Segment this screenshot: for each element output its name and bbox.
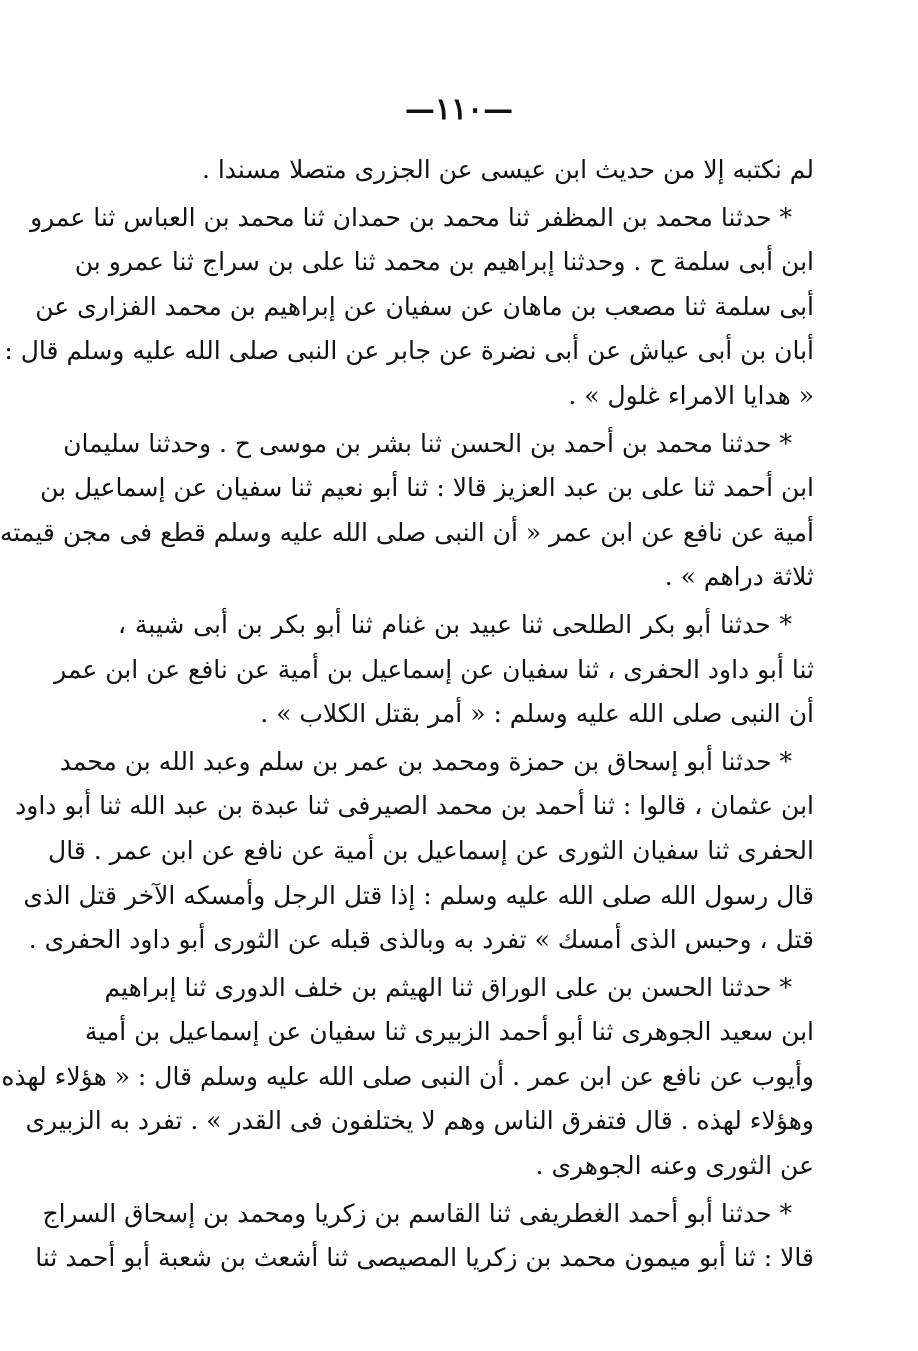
text-line: ابن أبى سلمة ح . وحدثنا إبراهيم بن محمد ثنا على بن سراج ثنا عمرو بن	[74, 247, 814, 277]
paragraph	[4, 196, 814, 419]
paragraph	[1, 966, 814, 1189]
text-line: ابن عثمان ، قالوا : ثنا أحمد بن محمد الصيرفى ثنا عبدة بن عبد الله ثنا أبو داود	[15, 791, 814, 821]
paragraph	[15, 740, 814, 963]
text-line: قالا : ثنا أبو ميمون محمد بن زكريا المصيصى ثنا أشعث بن شعبة أبو أحمد ثنا	[35, 1243, 814, 1273]
text-line: * حدثنا محمد بن أحمد بن الحسن ثنا بشر بن موسى ح . وحدثنا سليمان	[63, 428, 792, 458]
text-line: أبان بن أبى عياش عن أبى نضرة عن جابر عن النبى صلى الله عليه وسلم قال :	[4, 336, 814, 366]
text-line: وهؤلاء لهذه . قال فتفرق الناس وهم لا يختلفون فى القدر » . تفرد به الزبيرى	[25, 1106, 814, 1136]
text-line: لم نكتبه إلا من حديث ابن عيسى عن الجزرى متصلا مسندا .	[201, 155, 814, 184]
text-line: * حدثنا محمد بن المظفر ثنا محمد بن حمدان ثنا محمد بن العباس ثنا عمرو	[30, 202, 792, 232]
text-line: عن الثورى وعنه الجوهرى .	[535, 1151, 814, 1181]
text-line: أبى سلمة ثنا مصعب بن ماهان عن سفيان عن إبراهيم بن محمد الفزارى عن	[35, 291, 814, 321]
text-line: أمية عن نافع عن ابن عمر « أن النبى صلى الله عليه وسلم قطع فى مجن قيمته	[0, 517, 814, 547]
paragraph	[0, 422, 814, 600]
text-line: * حدثنا أبو بكر الطلحى ثنا عبيد بن غنام ثنا أبو بكر بن أبى شيبة ،	[118, 609, 792, 639]
text-line: ابن سعيد الجوهرى ثنا أبو أحمد الزبيرى ثنا سفيان عن إسماعيل بن أمية	[84, 1017, 814, 1047]
text-line: ثنا أبو داود الحفرى ، ثنا سفيان عن إسماعيل بن أمية عن نافع عن ابن عمر	[54, 654, 814, 684]
text-line: الحفرى ثنا سفيان الثورى عن إسماعيل بن أمية عن نافع عن ابن عمر . قال	[48, 835, 814, 865]
text-line: أن النبى صلى الله عليه وسلم : « أمر بقتل الكلاب » .	[260, 699, 814, 729]
hadith-text-body	[0, 148, 814, 1281]
text-line: « هدايا الامراء غلول » .	[568, 380, 814, 410]
page-number: —١١٠—	[404, 92, 514, 127]
paragraph	[118, 148, 814, 193]
text-line: ثلاثة دراهم » .	[664, 562, 814, 592]
text-line: قال رسول الله صلى الله عليه وسلم : إذا قتل الرجل وأمسكه الآخر قتل الذى	[23, 880, 814, 910]
text-line: قتل ، وحبس الذى أمسك » تفرد به وبالذى قبله عن الثورى أبو داود الحفرى .	[28, 925, 814, 955]
text-line: * حدثنا أبو إسحاق بن حمزة ومحمد بن عمر بن سلم وعبد الله بن محمد	[59, 746, 792, 776]
paragraph	[54, 603, 814, 737]
text-line: * حدثنا الحسن بن على الوراق ثنا الهيثم بن خلف الدورى ثنا إبراهيم	[104, 972, 792, 1002]
paragraph	[35, 1192, 814, 1281]
text-line: ابن أحمد ثنا على بن عبد العزيز قالا : ثنا أبو نعيم ثنا سفيان عن إسماعيل بن	[40, 473, 814, 503]
text-line: * حدثنا أبو أحمد الغطريفى ثنا القاسم بن زكريا ومحمد بن إسحاق السراج	[42, 1198, 792, 1228]
text-line: وأيوب عن نافع عن ابن عمر . أن النبى صلى الله عليه وسلم قال : « هؤلاء لهذه	[1, 1061, 814, 1091]
